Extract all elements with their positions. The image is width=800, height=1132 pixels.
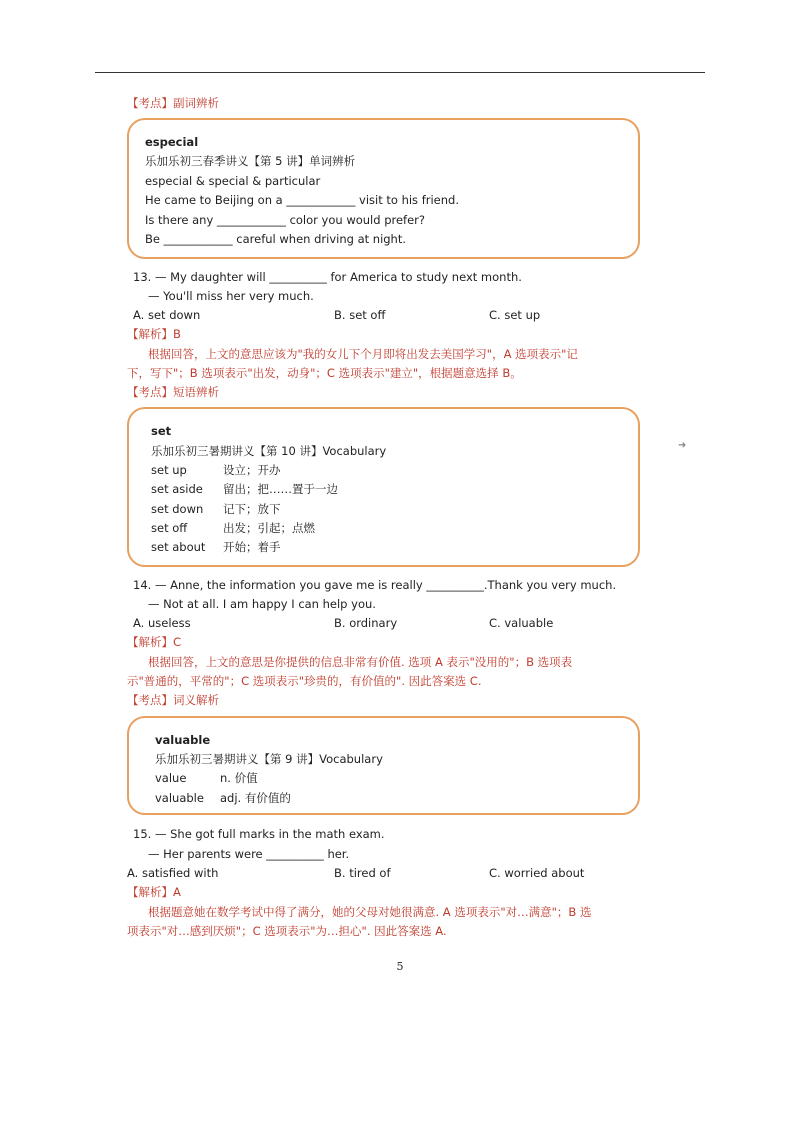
question-13: 13. — My daughter will __________ for America to study next month.	[133, 270, 522, 284]
explanation-line: 根据回答，上文的意思是你提供的信息非常有价值. 选项 A 表示"没用的"；B 选项表	[148, 655, 573, 669]
jiexi-tag: 【解析】C	[127, 635, 182, 649]
note-head: set	[151, 424, 172, 438]
vocab-term: set about	[151, 540, 206, 554]
question-14-reply: — Not at all. I am happy I can help you.	[148, 597, 376, 611]
jiexi-tag: 【解析】A	[127, 885, 181, 899]
option-c: C. set up	[489, 308, 541, 322]
vocab-term: set aside	[151, 482, 203, 496]
scan-mark: ➜	[678, 440, 687, 451]
vocab-term: set down	[151, 502, 204, 516]
option-a: A. useless	[133, 616, 191, 630]
question-15: 15. — She got full marks in the math exam.	[133, 827, 385, 841]
note-box-especial	[127, 118, 640, 259]
question-15-reply: — Her parents were __________ her.	[148, 847, 350, 861]
explanation-line: 项表示"对…感到厌烦"；C 选项表示"为…担心". 因此答案选 A.	[127, 924, 447, 938]
note-line: Is there any ____________ color you would prefer?	[145, 213, 426, 227]
kaodian-tag-phrase: 【考点】短语辨析	[127, 385, 219, 399]
note-box-valuable	[127, 716, 640, 815]
note-line: He came to Beijing on a ____________ visit to his friend.	[145, 193, 459, 207]
kaodian-tag-meaning: 【考点】词义解析	[127, 693, 219, 707]
vocab-def: 设立；开办	[223, 463, 281, 477]
option-b: B. set off	[334, 308, 386, 322]
option-a: A. set down	[133, 308, 201, 322]
explanation-line: 示"普通的，平常的"；C 选项表示"珍贵的，有价值的". 因此答案选 C.	[127, 674, 482, 688]
vocab-def: 出发；引起；点燃	[223, 521, 315, 535]
option-c: C. worried about	[489, 866, 585, 880]
jiexi-tag: 【解析】B	[127, 327, 181, 341]
option-b: B. tired of	[334, 866, 391, 880]
note-head: valuable	[155, 733, 211, 747]
vocab-def: 留出；把……置于一边	[223, 482, 338, 496]
note-line: Be ____________ careful when driving at night.	[145, 232, 407, 246]
vocab-def: n. 价值	[220, 771, 258, 785]
option-a: A. satisfied with	[127, 866, 219, 880]
vocab-def: 开始；着手	[223, 540, 281, 554]
vocab-term: valuable	[155, 791, 204, 805]
explanation-line: 根据题意她在数学考试中得了满分，她的父母对她很满意. A 选项表示"对…满意"；B 选	[148, 905, 592, 919]
note-box-set	[127, 407, 640, 567]
vocab-term: value	[155, 771, 187, 785]
vocab-def: adj. 有价值的	[220, 791, 291, 805]
question-13-reply: — You'll miss her very much.	[148, 289, 314, 303]
option-b: B. ordinary	[334, 616, 398, 630]
note-source: 乐加乐初三暑期讲义【第 10 讲】Vocabulary	[151, 444, 387, 458]
vocab-term: set up	[151, 463, 187, 477]
question-14: 14. — Anne, the information you gave me is really __________.Thank you very much.	[133, 578, 617, 592]
explanation-line: 根据回答，上文的意思应该为"我的女儿下个月即将出发去美国学习"，A 选项表示"记	[148, 347, 578, 361]
note-head: especial	[145, 135, 199, 149]
header-rule	[95, 72, 705, 73]
kaodian-tag-adverb: 【考点】副词辨析	[127, 96, 219, 110]
vocab-def: 记下；放下	[223, 502, 281, 516]
explanation-line: 下，写下"；B 选项表示"出发，动身"；C 选项表示"建立"，根据题意选择 B。	[127, 366, 522, 380]
option-c: C. valuable	[489, 616, 554, 630]
note-source: 乐加乐初三春季讲义【第 5 讲】单词辨析	[145, 154, 356, 168]
vocab-term: set off	[151, 521, 188, 535]
note-line: especial & special & particular	[145, 174, 321, 188]
page-number: 5	[396, 960, 404, 973]
note-source: 乐加乐初三暑期讲义【第 9 讲】Vocabulary	[155, 752, 383, 766]
